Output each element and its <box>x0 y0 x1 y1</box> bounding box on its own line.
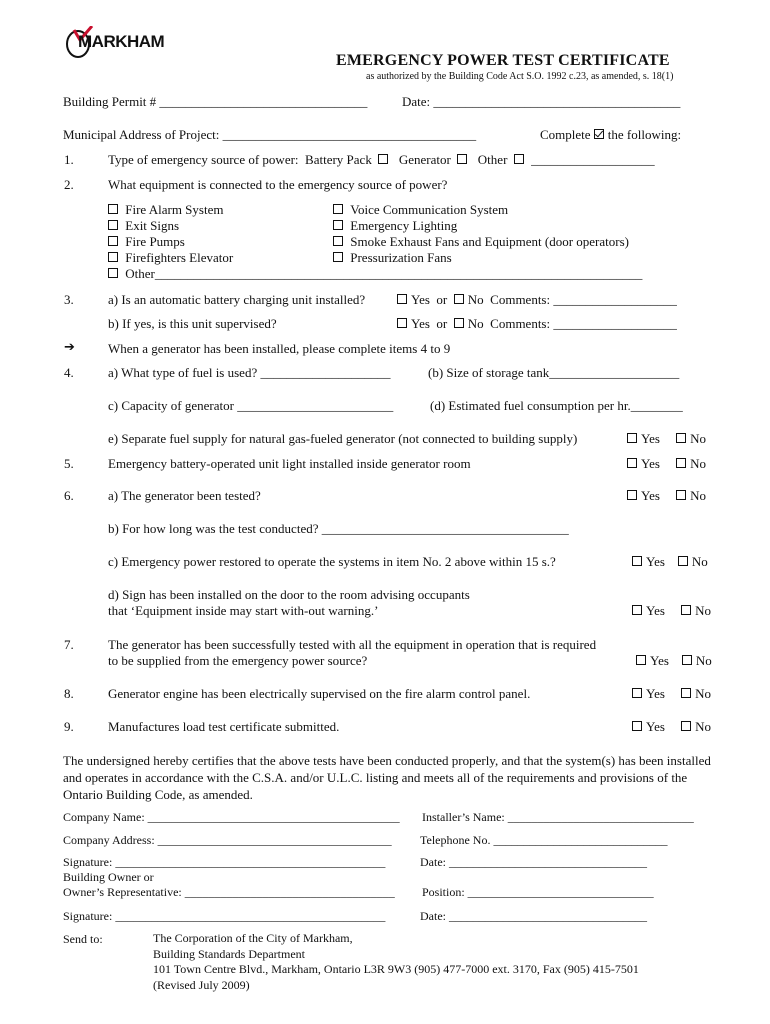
no-label: No <box>691 554 708 569</box>
q6c-yes-checkbox[interactable] <box>632 556 642 566</box>
yes-label: Yes <box>411 292 430 307</box>
checkbox[interactable] <box>108 268 118 278</box>
q3a-text: a) Is an automatic battery charging unit installed? <box>108 292 366 307</box>
label: Pressurization Fans <box>350 250 452 265</box>
yes-label: Yes <box>641 431 660 446</box>
q3a-no-checkbox[interactable] <box>454 294 464 304</box>
date-field-1[interactable]: Date: _________________________________ <box>420 855 647 869</box>
q9-yes-no <box>632 719 711 735</box>
q9-yes-checkbox[interactable] <box>632 721 642 731</box>
q2-item-fire-pumps[interactable] <box>108 234 185 250</box>
yes-label: Yes <box>646 554 665 569</box>
q5-no-checkbox[interactable] <box>676 458 686 468</box>
checkbox[interactable] <box>108 252 118 262</box>
complete-label: Complete <box>540 127 591 142</box>
checkbox[interactable] <box>108 204 118 214</box>
mailing-address <box>153 931 639 993</box>
q9-no-checkbox[interactable] <box>681 721 691 731</box>
building-permit-field[interactable]: Building Permit # ________________________________ <box>63 94 368 109</box>
q1-generator-checkbox[interactable] <box>457 154 467 164</box>
q8-number: 8. <box>64 686 74 701</box>
yes-label: Yes <box>646 603 665 618</box>
or-label: or <box>436 316 448 331</box>
q6d-no-checkbox[interactable] <box>681 605 691 615</box>
no-label: No <box>690 488 707 503</box>
q4e-no-checkbox[interactable] <box>676 433 686 443</box>
certification-text: The undersigned hereby certifies that the above tests have been conducted properly, and that the system(s) has been installed and operates in accordance with the C.S.A. and/or U.L.C. listing and meets all of the requirements and provisions of the Ontario Building Code, as amended. <box>63 753 711 802</box>
date-field-top[interactable]: Date: ______________________________________ <box>402 94 681 109</box>
page-subtitle: as authorized by the Building Code Act S.O. 1992 c.23, as amended, s. 18(1) <box>366 71 674 82</box>
q4a-field[interactable]: a) What type of fuel is used? ____________________ <box>108 365 391 380</box>
q1-battery-label: Battery Pack <box>305 152 372 167</box>
label: Other___________________________________________________________________________ <box>125 266 643 281</box>
label: Fire Pumps <box>125 234 185 249</box>
no-label: No <box>690 431 707 446</box>
label: Smoke Exhaust Fans and Equipment (door operators) <box>350 234 629 249</box>
q2-item-emergency-lighting[interactable] <box>333 218 457 234</box>
q3a-options <box>397 292 677 308</box>
address-line-1: The Corporation of the City of Markham, <box>153 931 353 945</box>
checkbox[interactable] <box>333 252 343 262</box>
date-field-2[interactable]: Date: _________________________________ <box>420 909 647 923</box>
q6d-yes-checkbox[interactable] <box>632 605 642 615</box>
no-label: No <box>467 292 484 307</box>
checkbox[interactable] <box>333 220 343 230</box>
q7-text-line2: to be supplied from the emergency power source? <box>108 653 368 668</box>
q1-generator-label: Generator <box>398 152 451 167</box>
q5-yes-no <box>627 456 706 472</box>
arrow-right-icon: ➔ <box>64 340 75 355</box>
owner-label: Building Owner or <box>63 870 154 884</box>
q4e-yes-checkbox[interactable] <box>627 433 637 443</box>
q7-yes-no <box>636 653 712 669</box>
q2-item-voice[interactable] <box>333 202 508 218</box>
q2-item-pressurization[interactable] <box>333 250 452 266</box>
position-field[interactable]: Position: _______________________________ <box>422 885 654 899</box>
q2-item-exit-signs[interactable] <box>108 218 179 234</box>
q3a-comments-field[interactable]: Comments: ___________________ <box>490 292 677 307</box>
q3b-comments-field[interactable]: Comments: ___________________ <box>490 316 677 331</box>
label: Voice Communication System <box>350 202 509 217</box>
q2-item-smoke-exhaust[interactable] <box>333 234 629 250</box>
q6a-yes-no <box>627 488 706 504</box>
generator-note: When a generator has been installed, please complete items 4 to 9 <box>108 341 451 356</box>
q2-item-other[interactable] <box>108 266 642 282</box>
markham-logo <box>64 26 174 62</box>
signature-field-2[interactable]: Signature: _____________________________________________ <box>63 909 386 923</box>
checkbox[interactable] <box>108 236 118 246</box>
q6a-no-checkbox[interactable] <box>676 490 686 500</box>
complete-instruction <box>540 127 681 143</box>
q3-number: 3. <box>64 292 74 307</box>
label: Emergency Lighting <box>350 218 458 233</box>
send-to-label: Send to: <box>63 932 103 946</box>
label: Firefighters Elevator <box>125 250 234 265</box>
q3a-yes-checkbox[interactable] <box>397 294 407 304</box>
owner-representative-field[interactable]: Owner’s Representative: ___________________________________ <box>63 885 395 899</box>
q1-other-checkbox[interactable] <box>514 154 524 164</box>
address-line-2: Building Standards Department <box>153 946 305 961</box>
checkbox[interactable] <box>333 236 343 246</box>
yes-label: Yes <box>411 316 430 331</box>
q1-text: Type of emergency source of power: <box>108 152 299 167</box>
or-label: or <box>436 292 448 307</box>
q8-yes-checkbox[interactable] <box>632 688 642 698</box>
q6d-text-line1: d) Sign has been installed on the door to the room advising occupants <box>108 587 470 602</box>
q6a-text: a) The generator been tested? <box>108 488 261 503</box>
q9-number: 9. <box>64 719 74 734</box>
q9-text: Manufactures load test certificate submitted. <box>108 719 340 734</box>
q7-no-checkbox[interactable] <box>682 655 692 665</box>
company-address-field[interactable]: Company Address: _______________________________________ <box>63 833 392 847</box>
signature-field-1[interactable]: Signature: _____________________________________________ <box>63 855 386 869</box>
q1-number: 1. <box>64 152 74 167</box>
q4e-text: e) Separate fuel supply for natural gas-fueled generator (not connected to building supply) <box>108 431 578 446</box>
yes-label: Yes <box>641 488 660 503</box>
telephone-field[interactable]: Telephone No. _____________________________ <box>420 833 668 847</box>
q4e-yes-no <box>627 431 706 447</box>
q8-no-checkbox[interactable] <box>681 688 691 698</box>
q7-yes-checkbox[interactable] <box>636 655 646 665</box>
q6c-yes-no <box>632 554 708 570</box>
q6b-field[interactable]: b) For how long was the test conducted? ______________________________________ <box>108 521 569 536</box>
checked-box-icon <box>594 129 604 139</box>
q4c-field[interactable]: c) Capacity of generator ________________________ <box>108 398 394 413</box>
q4b-field[interactable]: (b) Size of storage tank____________________ <box>428 365 680 380</box>
yes-label: Yes <box>646 719 665 734</box>
company-name-field[interactable]: Company Name: __________________________________________ <box>63 810 400 824</box>
label: Exit Signs <box>125 218 180 233</box>
q8-yes-no <box>632 686 711 702</box>
q2-number: 2. <box>64 177 74 192</box>
no-label: No <box>695 653 712 668</box>
q1-battery-checkbox[interactable] <box>378 154 388 164</box>
q6d-yes-no <box>632 603 711 619</box>
checkbox[interactable] <box>108 220 118 230</box>
q3b-yes-checkbox[interactable] <box>397 318 407 328</box>
q1-row <box>108 152 655 168</box>
q6a-yes-checkbox[interactable] <box>627 490 637 500</box>
q6d-text-line2: that ‘Equipment inside may start with-out warning.’ <box>108 603 379 618</box>
q5-yes-checkbox[interactable] <box>627 458 637 468</box>
q3b-options <box>397 316 677 332</box>
q7-number: 7. <box>64 637 74 652</box>
following-label: the following: <box>607 127 682 142</box>
q7-text-line1: The generator has been successfully tested with all the equipment in operation that is required <box>108 637 597 652</box>
municipal-address-field[interactable]: Municipal Address of Project: _______________________________________ <box>63 127 477 142</box>
q3b-text: b) If yes, is this unit supervised? <box>108 316 277 331</box>
revision-note: (Revised July 2009) <box>153 977 250 992</box>
q2-text: What equipment is connected to the emergency source of power? <box>108 177 448 192</box>
checkbox[interactable] <box>333 204 343 214</box>
page-title: EMERGENCY POWER TEST CERTIFICATE <box>336 52 670 69</box>
q1-other-field[interactable]: ___________________ <box>531 152 655 167</box>
no-label: No <box>695 719 712 734</box>
q6c-text: c) Emergency power restored to operate the systems in item No. 2 above within 15 s.? <box>108 554 556 569</box>
yes-label: Yes <box>646 686 665 701</box>
no-label: No <box>695 686 712 701</box>
logo-text: MARKHAM <box>78 32 165 51</box>
q4d-field[interactable]: (d) Estimated fuel consumption per hr.________ <box>430 398 683 413</box>
yes-label: Yes <box>650 653 669 668</box>
q5-text: Emergency battery-operated unit light installed inside generator room <box>108 456 471 471</box>
no-label: No <box>690 456 707 471</box>
q6-number: 6. <box>64 488 74 503</box>
address-line-3: 101 Town Centre Blvd., Markham, Ontario L3R 9W3 (905) 477-7000 ext. 3170, Fax (905) 415-7501 <box>153 962 639 976</box>
q3b-no-checkbox[interactable] <box>454 318 464 328</box>
q8-text: Generator engine has been electrically supervised on the fire alarm control panel. <box>108 686 531 701</box>
no-label: No <box>695 603 712 618</box>
q2-item-elevator[interactable] <box>108 250 233 266</box>
q1-other-label: Other <box>477 152 508 167</box>
q5-number: 5. <box>64 456 74 471</box>
q4-number: 4. <box>64 365 74 380</box>
q2-item-fire-alarm[interactable] <box>108 202 223 218</box>
q6c-no-checkbox[interactable] <box>678 556 688 566</box>
yes-label: Yes <box>641 456 660 471</box>
label: Fire Alarm System <box>125 202 224 217</box>
installer-name-field[interactable]: Installer’s Name: _______________________________ <box>422 810 694 824</box>
no-label: No <box>467 316 484 331</box>
